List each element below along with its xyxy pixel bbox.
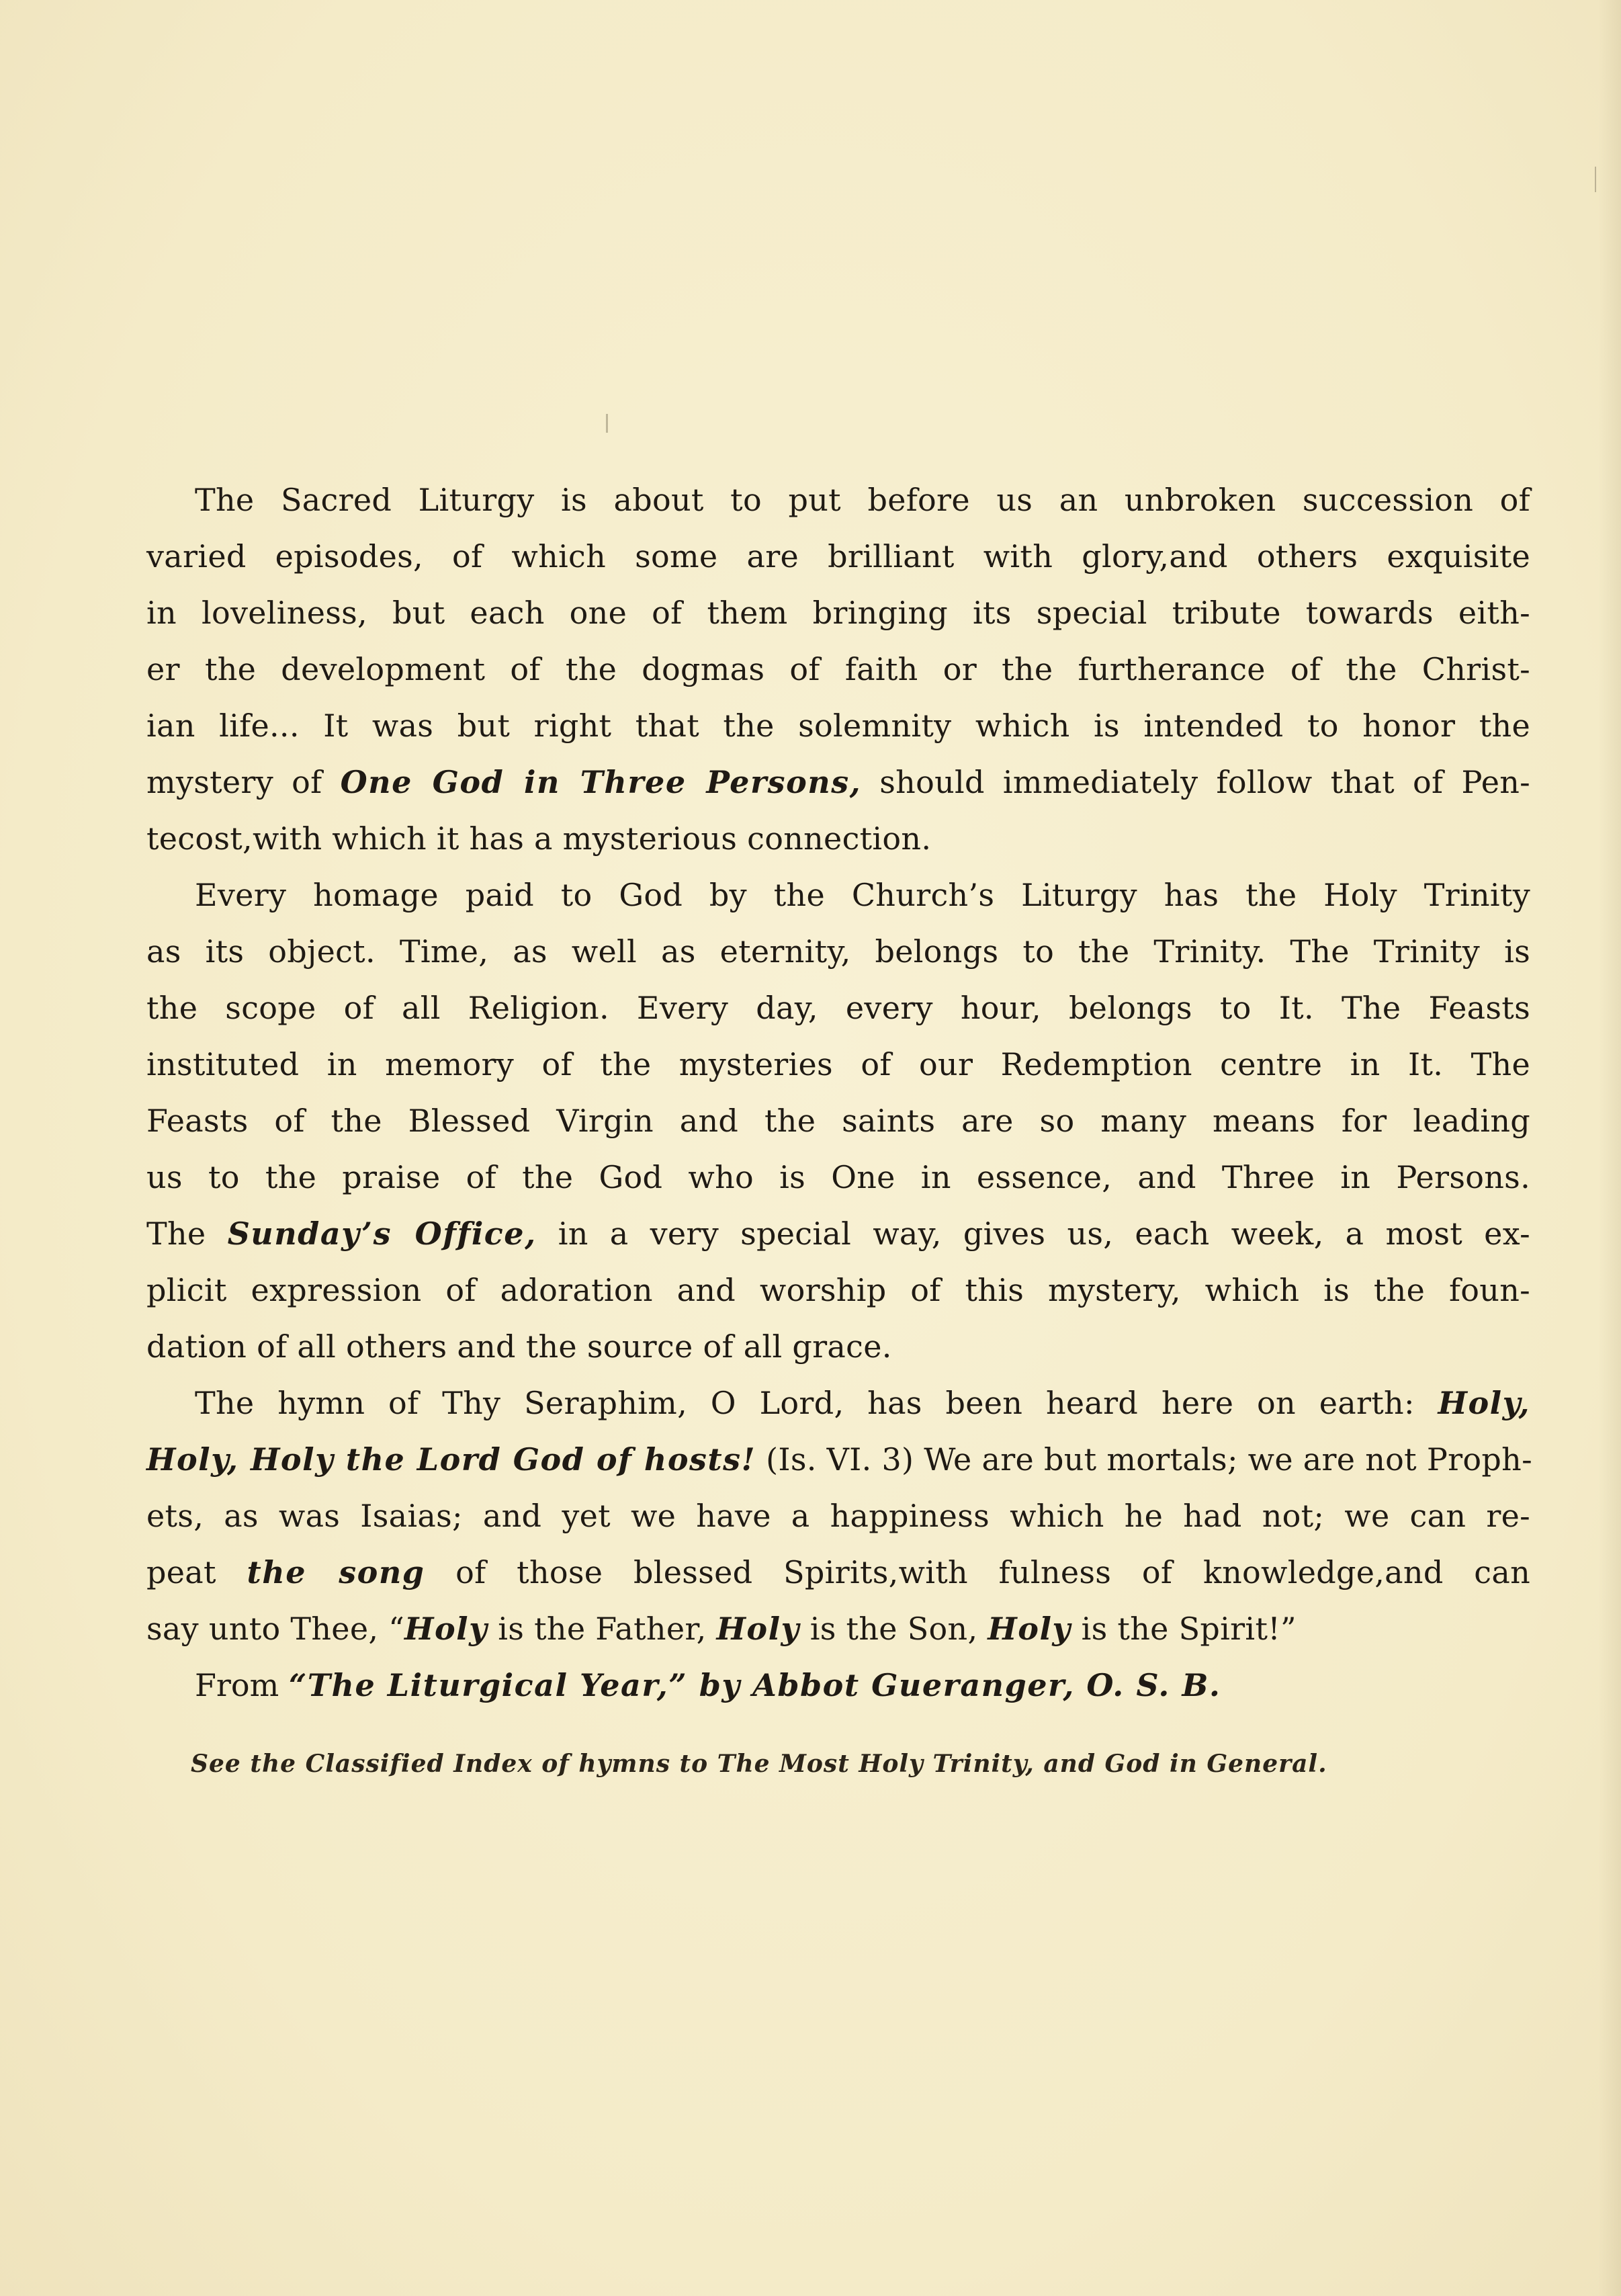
italic-text: One God in Three Persons, [340,764,862,800]
paragraph [146,472,1530,867]
page-edge-shadow [1598,0,1621,2296]
italic-text: Holy [716,1611,800,1647]
text-run: plicit expression of adoration and worship of this mystery, which is the foun- [146,1272,1530,1308]
text-line [146,1318,1530,1375]
text-line [146,1262,1530,1318]
text-run: The hymn of Thy Seraphim, O Lord, has been heard here on earth: [195,1385,1438,1421]
text-line [146,980,1530,1036]
italic-text: “The Liturgical Year,” by Abbot Gueranger, O. S. B. [288,1667,1221,1703]
text-run: peat [146,1554,247,1590]
text-line [146,1431,1530,1488]
text-run: ian life... It was but right that the solemnity which is intended to honor the [146,708,1530,744]
text-run: mystery of [146,764,341,800]
italic-text: Holy, Holy the Lord God of hosts! [146,1441,756,1478]
text-run: of those blessed Spirits,with fulness of knowledge,and can [425,1554,1530,1590]
text-run: dation of all others and the source of all grace. [146,1328,892,1365]
scan-mark-right [1595,167,1596,192]
text-run: tecost,with which it has a mysterious connection. [146,820,932,857]
source-attribution [146,1657,1530,1713]
text-run: The Sacred Liturgy is about to put before us an unbroken succession of [195,482,1530,518]
text-run: the scope of all Religion. Every day, every hour, belongs to It. The Feasts [146,990,1530,1026]
text-line [146,641,1530,697]
text-run: ets, as was Isaias; and yet we have a happiness which he had not; we can re- [146,1498,1530,1534]
text-line [146,867,1530,923]
scan-mark-top [606,414,608,433]
main-text [146,472,1530,1713]
text-line [146,585,1530,641]
italic-text: Holy [988,1611,1071,1647]
paragraph [146,867,1530,1375]
text-line [146,697,1530,754]
see-also-note: See the Classified Index of hymns to The Most Holy Trinity, and God in General. [191,1750,1327,1778]
text-run: er the development of the dogmas of faith or the furtherance of the Christ- [146,651,1530,687]
text-run: Feasts of the Blessed Virgin and the saints are so many means for leading [146,1103,1530,1139]
text-run: us to the praise of the God who is One in essence, and Three in Persons. [146,1159,1530,1195]
italic-text: Sunday’s Office, [227,1216,537,1252]
text-run: instituted in memory of the mysteries of our Redemption centre in It. The [146,1046,1530,1082]
text-line [146,1544,1530,1601]
text-run: From [195,1667,289,1703]
text-run: in loveliness, but each one of them bringing its special tribute towards eith- [146,595,1530,631]
text-line [146,528,1530,585]
italic-text: Holy [404,1611,488,1647]
text-run: is the Father, [488,1611,717,1647]
text-line [146,1093,1530,1149]
text-line [146,472,1530,528]
text-line [146,1488,1530,1544]
text-run: in a very special way, gives us, each week, a most ex- [536,1216,1530,1252]
text-line [146,923,1530,980]
text-run: The [146,1216,228,1252]
text-run: (Is. VI. 3) We are but mortals; we are not Proph- [756,1441,1532,1478]
text-line [146,1375,1530,1431]
text-run: should immediately follow that of Pen- [861,764,1530,800]
text-line [146,1205,1530,1262]
paragraph [146,1375,1530,1657]
text-run: as its object. Time, as well as eternity, belongs to the Trinity. The Trinity is [146,933,1530,970]
text-line [146,810,1530,867]
text-line [146,1036,1530,1093]
text-line [146,1149,1530,1205]
text-line [146,754,1530,810]
text-run: is the Son, [799,1611,988,1647]
text-run: say unto Thee, “ [146,1611,405,1647]
text-line [146,1601,1530,1657]
text-run: Every homage paid to God by the Church’s Liturgy has the Holy Trinity [195,877,1530,913]
italic-text: Holy, [1438,1385,1530,1421]
text-run: varied episodes, of which some are brilliant with glory,and others exquisite [146,538,1530,575]
text-run: is the Spirit!” [1071,1611,1297,1647]
italic-text: the song [247,1554,425,1590]
